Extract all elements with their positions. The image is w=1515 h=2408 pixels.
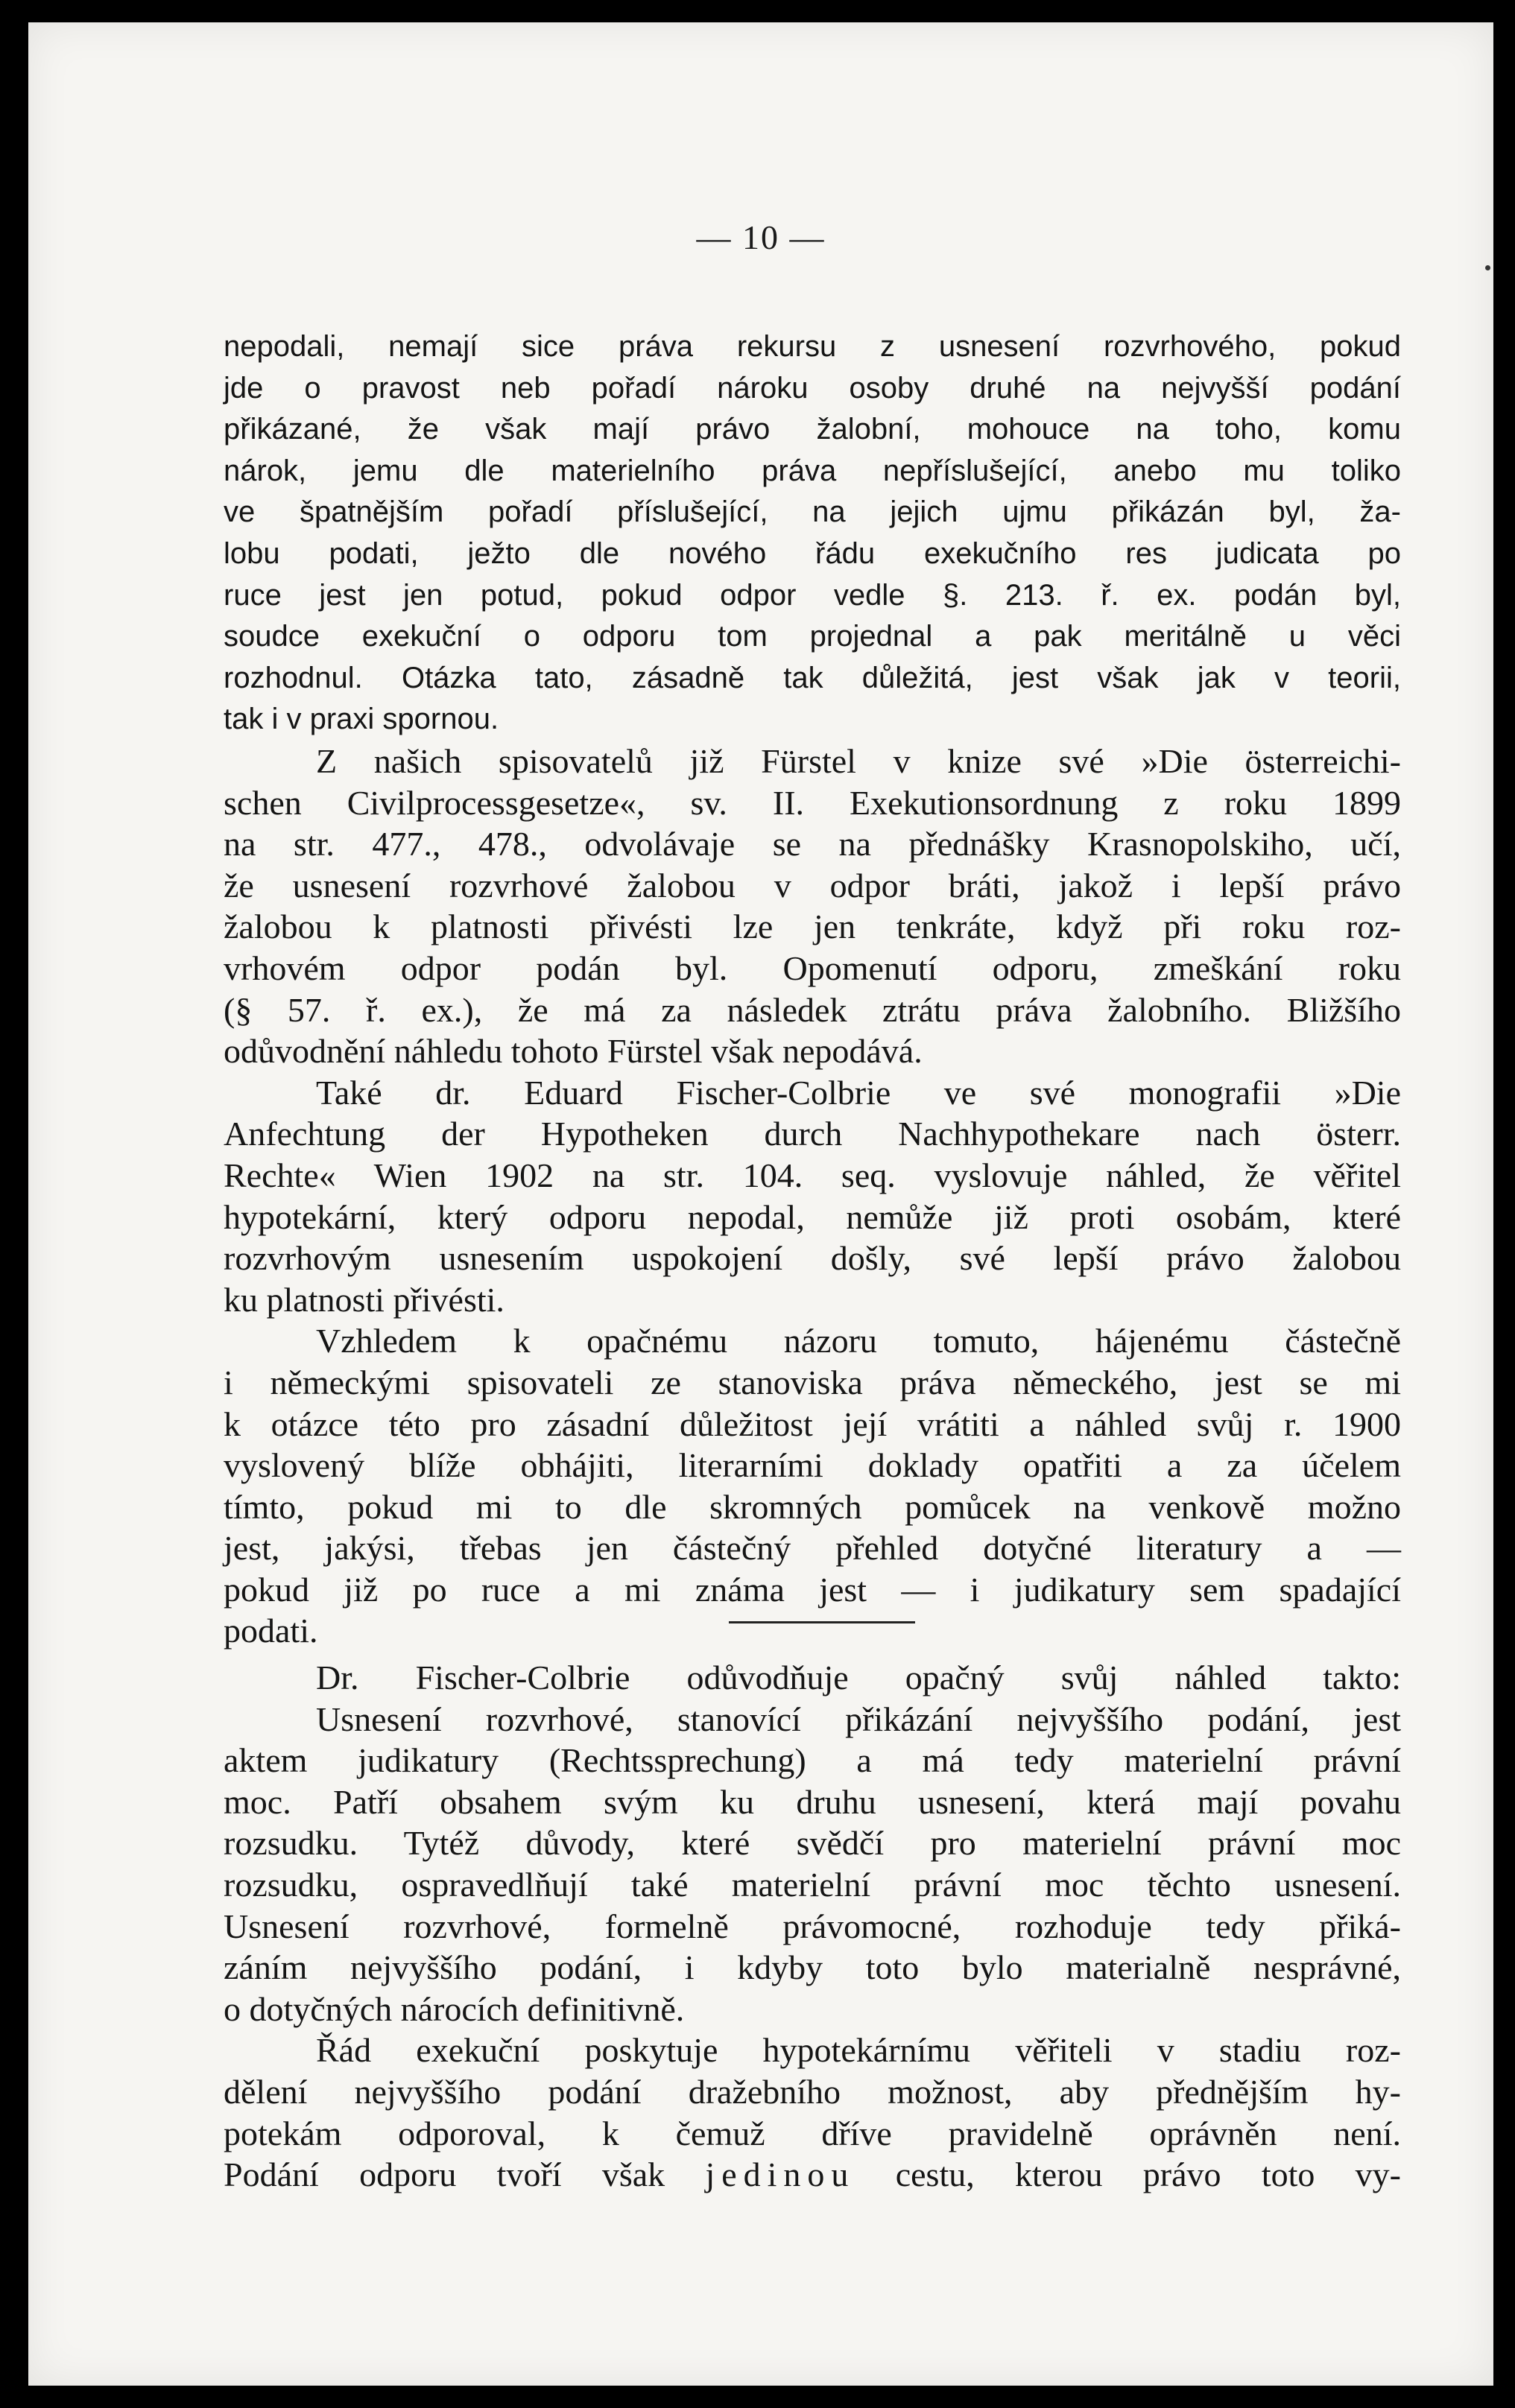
text-line: Usnesení rozvrhové, formelně právomocné, rozhoduje tedy přiká- [224,1907,1401,1945]
section-divider [729,1621,915,1623]
text-line: Vzhledem k opačnému názoru tomuto, hájenému částečně [316,1322,1401,1360]
text-line: Rechte« Wien 1902 na str. 104. seq. vyslovuje náhled, že věřitel [224,1156,1401,1194]
text-line-final [224,2154,1401,2196]
text-line: i německými spisovateli ze stanoviska práva německého, jest se mi [224,1363,1401,1401]
text-line: soudce exekuční o odporu tom projednal a pak meritálně u věci [224,620,1401,653]
text-line: záním nejvyššího podání, i kdyby toto bylo materialně nesprávné, [224,1948,1401,1987]
book-page [28,22,1493,2386]
ink-speck [1485,265,1490,270]
text-line: Z našich spisovatelů již Fürstel v knize své »Die österreichi- [316,742,1401,780]
text-line: Řád exekuční poskytuje hypotekárnímu věřiteli v stadiu roz- [316,2031,1401,2070]
text-line: ruce jest jen potud, pokud odpor vedle §. 213. ř. ex. podán byl, [224,578,1401,612]
text-line: Dr. Fischer-Colbrie odůvodňuje opačný svůj náhled takto: [316,1658,1401,1696]
text-line: aktem judikatury (Rechtssprechung) a má tedy materielní právní [224,1741,1401,1780]
text-line: pokud již po ruce a mi známa jest — i judikatury sem spadající [224,1570,1401,1609]
text-line: vyslovený blíže obhájiti, literarními doklady opatřiti a za účelem [224,1446,1401,1485]
text-line: podati. [224,1612,318,1650]
text-line: odůvodnění náhledu tohoto Fürstel však nepodává. [224,1032,923,1071]
text-line: hypotekární, který odporu nepodal, nemůže již proti osobám, které [224,1197,1401,1236]
text-line: lobu podati, ježto dle nového řádu exekučního res judicata po [224,536,1401,570]
text-line: moc. Patří obsahem svým ku druhu usnesení, která mají povahu [224,1782,1401,1821]
paragraph-3 [224,1657,1401,2196]
text-line: přikázané, že však mají právo žalobní, mohouce na toho, komu [224,413,1401,446]
text-line: (§ 57. ř. ex.), že má za následek ztrátu práva žalobního. Bližšího [224,990,1401,1029]
paragraph-2 [224,741,1401,1652]
text-line: nárok, jemu dle materielního práva nepříslušející, anebo mu toliko [224,454,1401,487]
text-line: rozvrhovým usnesením uspokojení došly, své lepší právo žalobou [224,1239,1401,1278]
text-line: rozsudku. Tytéž důvody, které svědčí pro materielní právní moc [224,1824,1401,1863]
text-line: Usnesení rozvrhové, stanovící přikázání nejvyššího podání, jest [316,1699,1401,1738]
text-line: schen Civilprocessgesetze«, sv. II. Exekutionsordnung z roku 1899 [224,783,1401,822]
text-line: tak i v praxi spornou. [224,703,499,736]
text-fragment: cestu, kterou právo toto vy- [855,2155,1401,2194]
text-line: jest, jakýsi, třebas jen částečný přehled dotyčné literatury a — [224,1529,1401,1568]
text-line: dělení nejvyššího podání dražebního možnost, aby přednějším hy- [224,2072,1401,2111]
text-line: žalobou k platnosti přivésti lze jen tenkráte, když při roku roz- [224,907,1401,946]
text-line: ku platnosti přivésti. [224,1280,505,1319]
text-line: Anfechtung der Hypotheken durch Nachhypothekare nach österr. [224,1115,1401,1153]
emphasized-word: jedinou [705,2155,855,2194]
text-line: ve špatnějším pořadí příslušející, na jejich ujmu přikázán byl, ža- [224,495,1401,529]
text-line: nepodali, nemají sice práva rekursu z usnesení rozvrhového, pokud [224,330,1401,363]
text-line: o dotyčných nárocích definitivně. [224,1989,685,2028]
page-number: — 10 — [696,218,826,256]
text-fragment: Podání odporu tvoří však [224,2155,706,2194]
paragraph-1 [224,326,1401,741]
text-line: rozhodnul. Otázka tato, zásadně tak důležitá, jest však jak v teorii, [224,661,1401,694]
text-line: potekám odporoval, k čemuž dříve pravidelně oprávněn není. [224,2114,1401,2152]
text-line: na str. 477., 478., odvolávaje se na přednášky Krasnopolskiho, učí, [224,825,1401,864]
text-line: rozsudku, ospravedlňují také materielní právní moc těchto usnesení. [224,1865,1401,1904]
text-line: k otázce této pro zásadní důležitost její vrátiti a náhled svůj r. 1900 [224,1404,1401,1443]
text-line: tímto, pokud mi to dle skromných pomůcek na venkově možno [224,1487,1401,1526]
text-line: jde o pravost neb pořadí nároku osoby druhé na nejvyšší podání [224,371,1401,405]
text-line: vrhovém odpor podán byl. Opomenutí odporu, zmeškání roku [224,948,1401,987]
text-line: že usnesení rozvrhové žalobou v odpor bráti, jakož i lepší právo [224,866,1401,904]
text-line: Také dr. Eduard Fischer-Colbrie ve své monografii »Die [316,1073,1401,1112]
